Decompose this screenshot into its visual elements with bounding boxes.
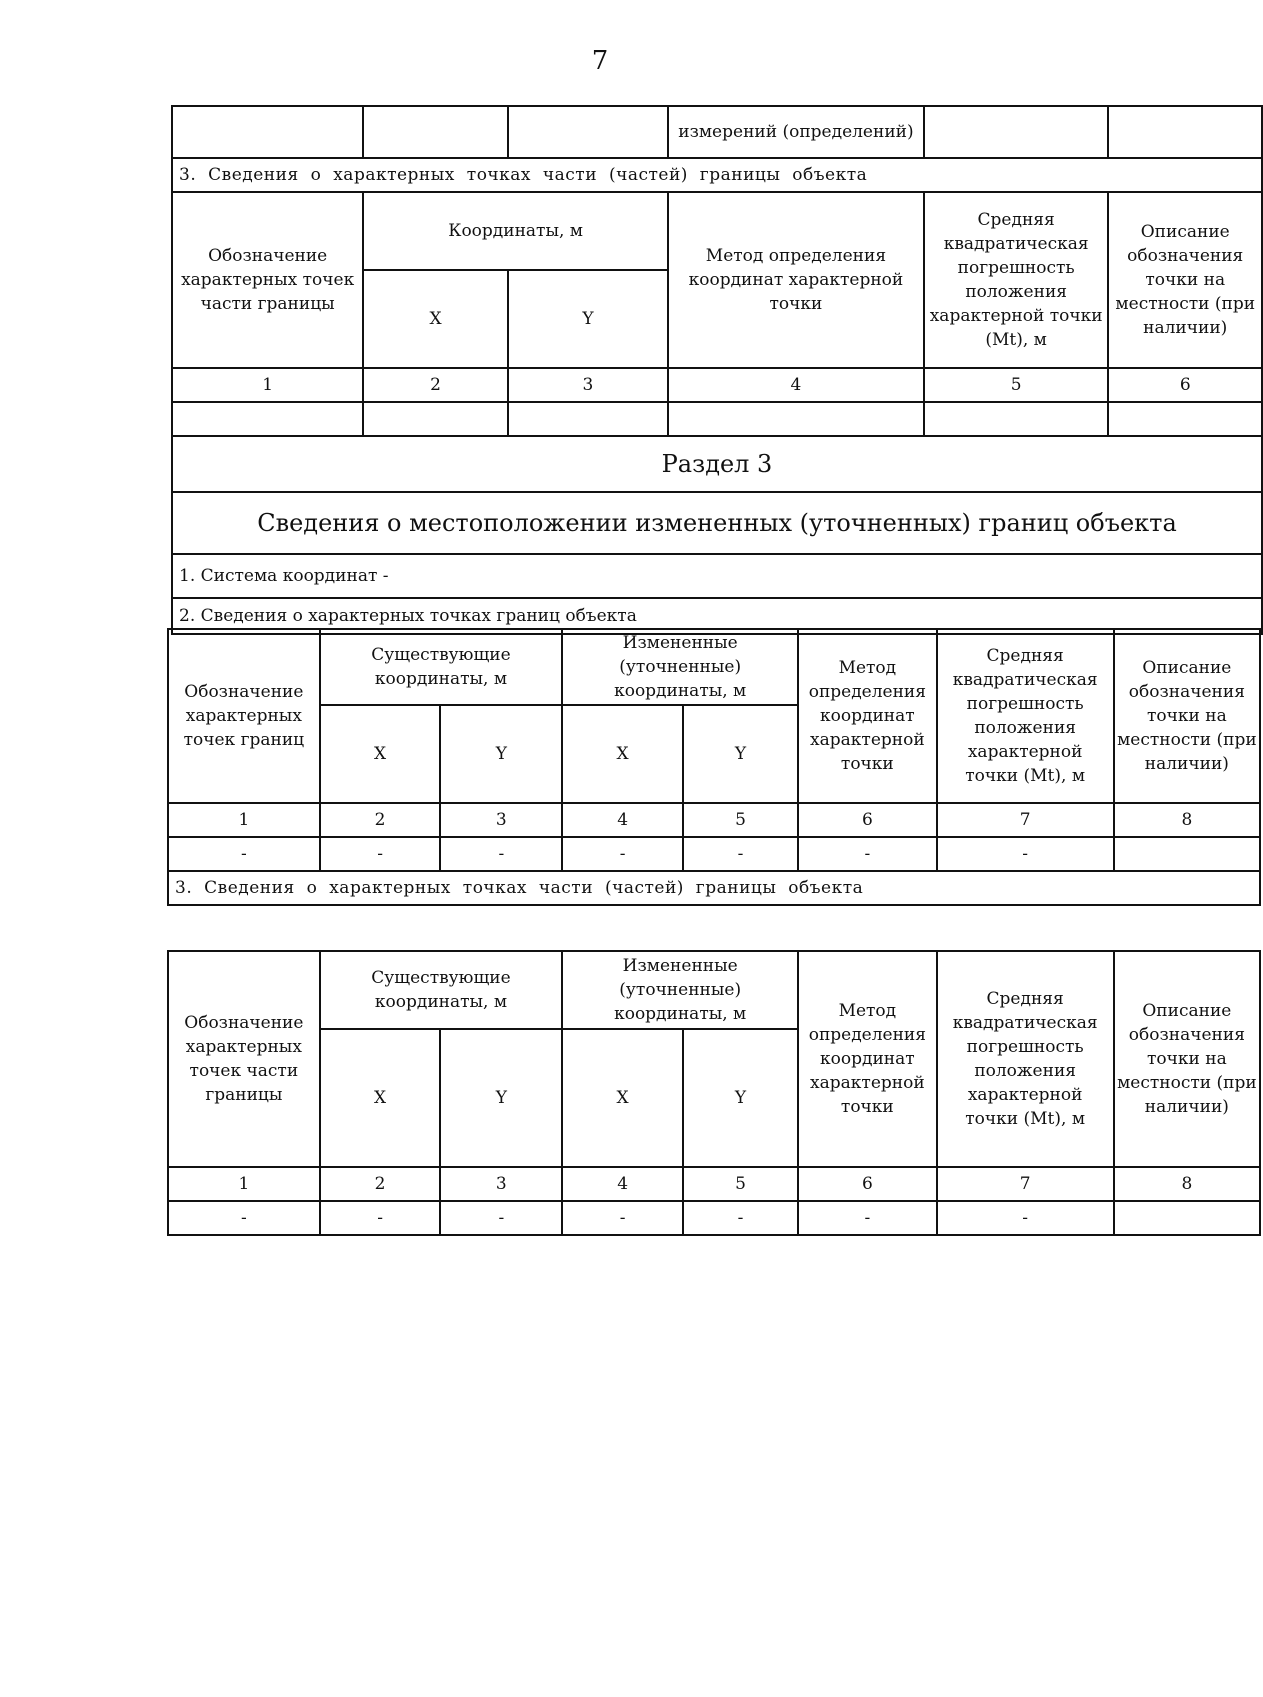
part-points-heading: 3. Сведения о характерных точках части (частей) границы объекта [168,871,1260,905]
empty-data-row [172,402,1262,436]
part-points-heading: 3. Сведения о характерных точках части (частей) границы объекта [172,158,1262,192]
table-cell: - [683,837,798,871]
table-cell: - [440,1201,562,1235]
table-cell: - [937,1201,1114,1235]
header-changed-coords: Измененные (уточненные) координаты, м [562,629,798,705]
table-cell: - [798,837,936,871]
col-number: 2 [320,1167,441,1201]
col-number: 6 [798,1167,936,1201]
col-number: 7 [937,803,1114,837]
boundary-points-heading: 2. Сведения о характерных точках границ объекта [172,598,1262,634]
col-number: 1 [168,1167,320,1201]
col-number: 3 [440,803,562,837]
table-cell: - [798,1201,936,1235]
table-cell: - [168,1201,320,1235]
table-cell: - [320,837,441,871]
header-y: Y [683,1029,798,1167]
header-x: X [363,270,508,368]
header-designation: Обозначение характерных точек границ [168,629,320,803]
header-x: X [320,705,441,803]
header-existing-coords: Существующие координаты, м [320,629,563,705]
header-coordinates: Координаты, м [363,192,668,270]
header-y: Y [440,1029,562,1167]
col-number: 7 [937,1167,1114,1201]
col-number: 5 [924,368,1109,402]
table-cell: - [937,837,1114,871]
col-number: 5 [683,1167,798,1201]
column-numbers-row [172,368,1262,402]
header-error: Средняя квадратическая погрешность положения характерной точки (Mt), м [937,629,1114,803]
col-number: 1 [168,803,320,837]
table-cell: - [683,1201,798,1235]
header-description: Описание обозначения точки на местности (при наличии) [1108,192,1262,368]
header-designation: Обозначение характерных точек части границы [172,192,363,368]
col-number: 4 [562,1167,683,1201]
col-number: 1 [172,368,363,402]
col-number: 8 [1114,1167,1260,1201]
table-cell [1114,1201,1260,1235]
header-x: X [562,705,683,803]
table-cell: - [320,1201,441,1235]
section-subtitle: Сведения о местоположении измененных (уточненных) границ объекта [172,492,1262,554]
header-description: Описание обозначения точки на местности (при наличии) [1114,951,1260,1167]
col-number: 2 [363,368,508,402]
col-number: 4 [668,368,924,402]
table-cell: - [562,837,683,871]
header-x: X [562,1029,683,1167]
header-designation: Обозначение характерных точек части границы [168,951,320,1167]
section-title: Раздел 3 [172,436,1262,492]
header-description: Описание обозначения точки на местности (при наличии) [1114,629,1260,803]
header-x: X [320,1029,441,1167]
col-number: 3 [508,368,668,402]
page-number: 7 [591,46,609,76]
table-row [168,1201,1260,1235]
column-numbers-row [168,803,1260,837]
coordinate-system: 1. Система координат - [172,554,1262,598]
continuation-cell: измерений (определений) [668,106,924,158]
part-points-table [171,105,1263,635]
header-y: Y [683,705,798,803]
col-number: 8 [1114,803,1260,837]
table-row [168,837,1260,871]
col-number: 2 [320,803,441,837]
header-existing-coords: Существующие координаты, м [320,951,563,1029]
boundary-points-table [167,628,1261,906]
table-cell: - [562,1201,683,1235]
header-method: Метод определения координат характерной точки [798,629,936,803]
table-cell: - [168,837,320,871]
header-method: Метод определения координат характерной точки [798,951,936,1167]
header-changed-coords: Измененные (уточненные) координаты, м [562,951,798,1029]
header-error: Средняя квадратическая погрешность положения характерной точки (Mt), м [924,192,1109,368]
col-number: 3 [440,1167,562,1201]
header-y: Y [508,270,668,368]
table-cell: - [440,837,562,871]
column-numbers-row [168,1167,1260,1201]
header-method: Метод определения координат характерной точки [668,192,924,368]
col-number: 4 [562,803,683,837]
header-error: Средняя квадратическая погрешность положения характерной точки (Mt), м [937,951,1114,1167]
col-number: 6 [798,803,936,837]
continuation-row [172,106,1262,158]
col-number: 5 [683,803,798,837]
table-cell [1114,837,1260,871]
part-boundary-points-table [167,950,1261,1236]
header-y: Y [440,705,562,803]
col-number: 6 [1108,368,1262,402]
